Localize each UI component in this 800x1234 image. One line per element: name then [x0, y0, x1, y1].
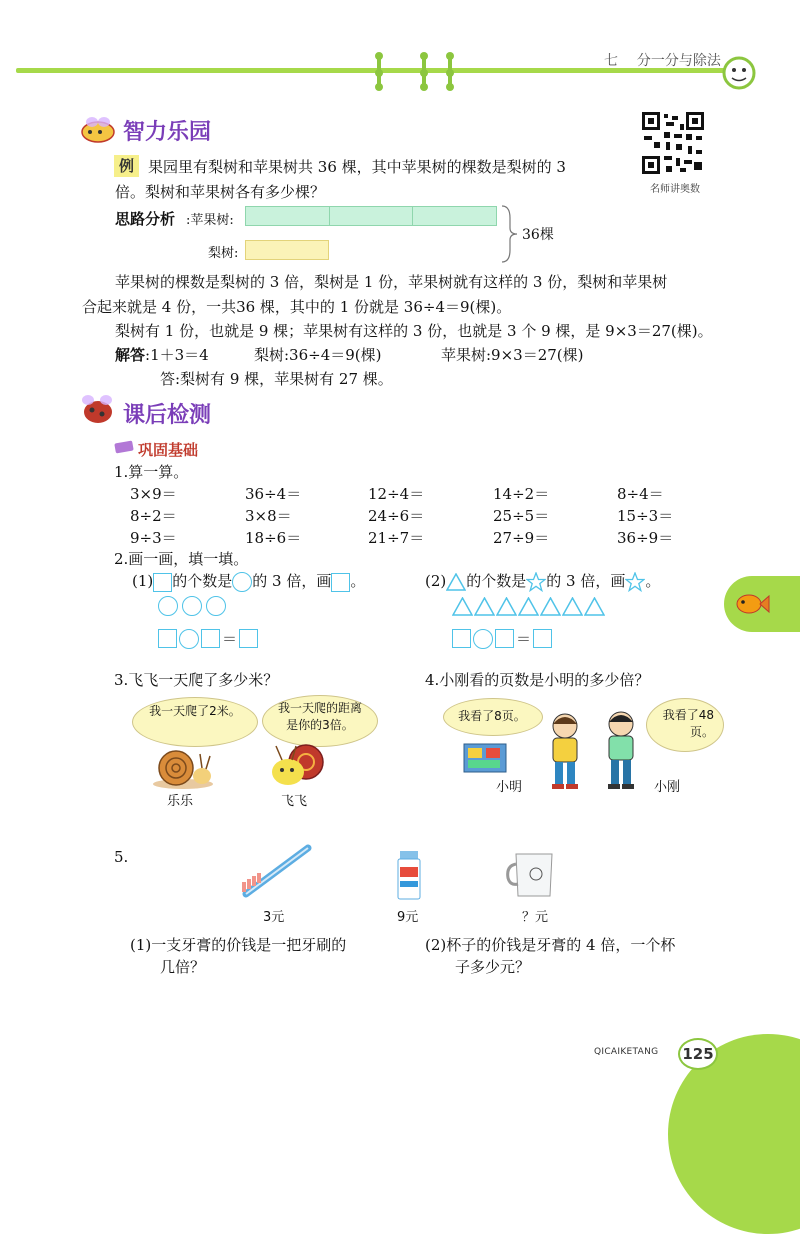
q1-title: 1.算一算。 [114, 463, 189, 481]
chapter-title: 分一分与除法 [636, 53, 721, 69]
q5-price-1: 3元 [263, 910, 285, 925]
circle-icon [182, 596, 202, 616]
goldfish-icon [734, 590, 770, 618]
q2a-prefix: (1) [132, 572, 154, 590]
q5-price-2: 9元 [397, 910, 419, 925]
analysis-para-2: 梨树有 1 份，也就是 9 棵；苹果树有这样的 3 份，也就是 3 个 9 棵，是 9×3＝27(棵)。 [115, 322, 713, 340]
q2a-equation [158, 628, 258, 649]
q1-cell: 8÷4＝ [617, 485, 664, 503]
binder-rings [370, 52, 460, 92]
total-brace [500, 204, 520, 268]
bee-mascot-icon [76, 114, 118, 144]
q5-price-3: ？元 [522, 910, 549, 925]
chapter-number: 七 [604, 53, 618, 69]
circle-icon [473, 629, 493, 649]
section2-subtitle: 巩固基础 [138, 441, 199, 459]
example-line-2: 倍。梨树和苹果树各有多少棵？ [115, 183, 326, 201]
example-line-1: 果园里有梨树和苹果树共 36 棵，其中苹果树的棵数是梨树的 3 [148, 158, 566, 176]
total-label: 36棵 [522, 227, 554, 243]
star-icon [625, 572, 645, 592]
snail-icon [150, 744, 216, 790]
section1-mascot [76, 114, 118, 148]
q1-cell: 36÷9＝ [617, 529, 674, 547]
triangle-icon [452, 597, 473, 616]
answer-step-3: 苹果树:9×3＝27(棵) [441, 346, 584, 364]
q2a-text-2: 的 3 倍，画 [252, 572, 332, 590]
section1-title: 智力乐园 [123, 120, 212, 145]
q2b-equation [452, 628, 552, 649]
circle-icon [232, 572, 252, 592]
star-icon [526, 572, 546, 592]
q1-row [130, 527, 687, 549]
toothbrush-icon [238, 842, 314, 902]
q1-cell: 15÷3＝ [617, 507, 674, 525]
pear-tree-bar [245, 240, 329, 260]
page-number-badge [678, 1038, 718, 1070]
q2b-prompt [425, 570, 660, 592]
snail-lele [150, 744, 216, 794]
q5a-line-1: (1)一支牙膏的价钱是一把牙刷的 [130, 936, 347, 954]
q4-bubble-1-text: 我看了8页。 [458, 709, 526, 723]
apple-bar-unit [330, 206, 414, 226]
q1-cell: 24÷6＝ [368, 507, 425, 525]
q2-title: 2.画一画，填一填。 [114, 550, 249, 568]
q2b-text-1: 的个数是 [466, 572, 527, 590]
q2a-circles [158, 596, 226, 616]
answer-row [115, 344, 209, 365]
answer-box[interactable] [495, 629, 514, 648]
q2b-prefix: (2) [425, 572, 447, 590]
q5a-line-2: 几倍？ [160, 958, 206, 976]
toothpaste [396, 849, 422, 909]
q3-name-1: 乐乐 [167, 794, 194, 809]
binder-rings-icon [370, 52, 460, 92]
example-badge: 例 [114, 155, 139, 177]
apple-tree-label: :苹果树: [186, 213, 234, 228]
q2a-prompt [132, 570, 365, 592]
q1-cell: 3×8＝ [245, 507, 292, 525]
analysis-para-1-line-1: 苹果树的棵数是梨树的 3 倍，梨树是 1 份，苹果树就有这样的 3 份，梨树和苹果树 [115, 273, 668, 291]
qr-caption: 名师讲奥数 [650, 184, 700, 195]
circle-icon [206, 596, 226, 616]
q4-bubble-2-text: 我看了48页。 [662, 708, 714, 739]
boy-xiaogang [596, 710, 646, 794]
q1-cell: 27÷9＝ [493, 529, 550, 547]
triangle-icon [474, 597, 495, 616]
triangle-icon [518, 597, 539, 616]
q2b-text-2: 的 3 倍，画 [546, 572, 626, 590]
mascot-icon [722, 56, 756, 90]
apple-bar-unit [413, 206, 497, 226]
page-number: 125 [682, 1045, 714, 1063]
section2-mascot [78, 392, 118, 430]
q5b-line-2: 子多少元？ [455, 958, 531, 976]
picture-book [462, 740, 510, 778]
q4-name-2: 小刚 [654, 780, 681, 795]
answer-box[interactable] [533, 629, 552, 648]
pear-tree-label: 梨树: [208, 246, 239, 261]
section2-title: 课后检测 [123, 403, 212, 428]
square-icon [153, 573, 172, 592]
analysis-para-1-line-2: 合起来就是 4 份，一共36 棵，其中的 1 份就是 36÷4＝9(棵)。 [82, 298, 512, 316]
triangle-icon [446, 573, 466, 591]
snail-icon [268, 740, 330, 788]
triangle-icon [584, 597, 605, 616]
equals-sign: ＝ [222, 630, 238, 648]
answer-box[interactable] [158, 629, 177, 648]
boy-xiaoming [540, 712, 590, 794]
q1-cell: 3×9＝ [130, 485, 177, 503]
chapter-label [604, 50, 721, 70]
book-icon [462, 740, 510, 774]
answer-box[interactable] [239, 629, 258, 648]
triangle-icon [496, 597, 517, 616]
snail-feifei [268, 740, 330, 792]
q1-cell: 36÷4＝ [245, 485, 302, 503]
q1-table [130, 483, 687, 549]
circle-icon [179, 629, 199, 649]
equals-sign: ＝ [516, 630, 532, 648]
answer-label: 解答 [115, 346, 146, 364]
triangle-icon [562, 597, 583, 616]
qr-code-icon[interactable] [640, 110, 706, 176]
triangle-icon [540, 597, 561, 616]
answer-box[interactable] [201, 629, 220, 648]
q1-cell: 9÷3＝ [130, 529, 177, 547]
boy-icon [540, 712, 590, 790]
ladybug-mascot-icon [78, 392, 118, 426]
goldfish [734, 590, 770, 622]
q2a-end: 。 [350, 572, 366, 590]
q4-name-1: 小明 [496, 780, 523, 795]
toothbrush [238, 842, 314, 906]
q3-title: 3.飞飞一天爬了多少米？ [114, 671, 279, 689]
footer-brand: QICAIKETANG [594, 1047, 659, 1057]
toothpaste-icon [396, 849, 422, 905]
boy-icon [596, 710, 646, 790]
apple-bar-unit [245, 206, 330, 226]
q3-bubble-1-text: 我一天爬了2米。 [149, 704, 241, 718]
qr-code[interactable] [640, 110, 706, 180]
q5-title: 5. [114, 848, 129, 866]
q5b-line-1: (2)杯子的价钱是牙膏的 4 倍，一个杯 [425, 936, 676, 954]
square-icon [331, 573, 350, 592]
answer-final: 答:梨树有 9 棵，苹果树有 27 棵。 [160, 370, 393, 388]
q2b-triangles [452, 597, 605, 616]
answer-step-2: 梨树:36÷4＝9(棵) [254, 346, 382, 364]
q1-cell: 18÷6＝ [245, 529, 302, 547]
chapter-mascot [722, 56, 756, 94]
brace-icon [500, 204, 520, 264]
q1-cell: 21÷7＝ [368, 529, 425, 547]
q2b-end: 。 [645, 572, 661, 590]
q1-cell: 14÷2＝ [493, 485, 550, 503]
q3-bubble-2-text: 我一天爬的距离是你的3倍。 [277, 701, 362, 732]
q1-cell: 8÷2＝ [130, 507, 177, 525]
q3-name-2: 飞飞 [281, 794, 308, 809]
cup [504, 850, 560, 904]
q4-title: 4.小刚看的页数是小明的多少倍？ [425, 671, 650, 689]
subtitle-icon-wrap [113, 439, 135, 459]
answer-step-1: :1＋3＝4 [145, 346, 209, 364]
q1-row [130, 483, 687, 505]
apple-tree-bar [245, 206, 497, 226]
q1-row [130, 505, 687, 527]
answer-box[interactable] [452, 629, 471, 648]
cup-icon [504, 850, 560, 900]
circle-icon [158, 596, 178, 616]
q2a-text-1: 的个数是 [172, 572, 233, 590]
q1-cell: 12÷4＝ [368, 485, 425, 503]
eraser-icon [113, 439, 135, 455]
analysis-label: 思路分析 [115, 210, 176, 228]
q1-cell: 25÷5＝ [493, 507, 550, 525]
